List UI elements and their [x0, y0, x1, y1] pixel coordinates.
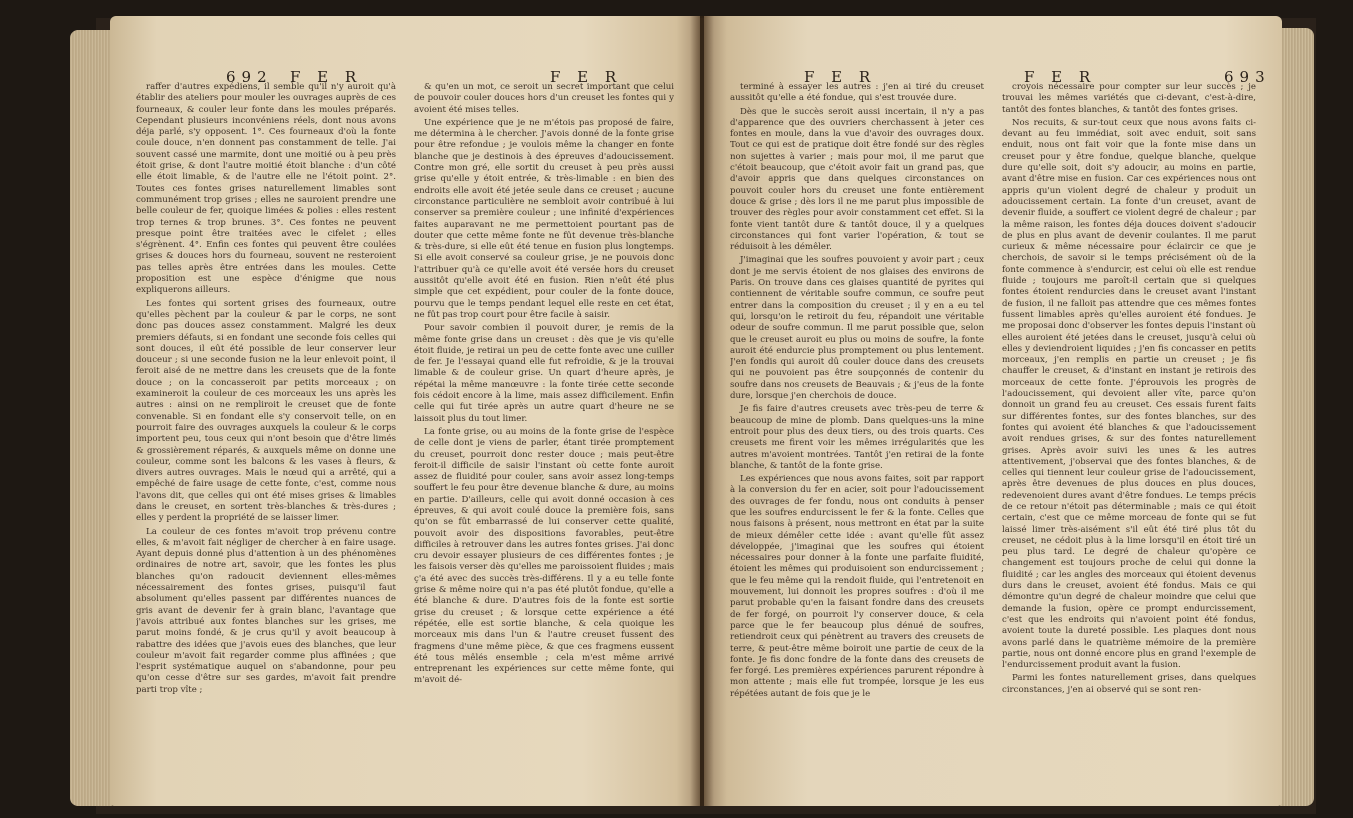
paragraph: Une expérience que je ne m'étois pas proposé de faire, me détermina à le chercher. J'avois donné de la fonte grise pour être refondue ; je voulois même la changer en fonte blanche que je destinois à des épreuves d'adoucissement. Contre mon gré, elle sortit du creuset à peu près aussi grise qu'elle y étoit entrée, & très-limable : en bien des endroits elle avoit été jetée seule dans ce creuset ; aucune circonstance particulière ne sembloit avoir contribué à lui conserver sa première couleur ; une infinité d'expériences faites auparavant ne me permettoient pourtant pas de douter que cette même fonte ne fût devenue très-blanche & très-dure, si elle eût été tenue en fusion plus longtemps. Si elle avoit conservé sa couleur grise, je ne pouvois donc l'attribuer qu'à ce qu'elle avoit été versée hors du creuset aussitôt qu'elle avoit été en fusion. Rien n'eût été plus simple que cet expédient, pour couler de la fonte douce, pourvu que le temps pendant lequel elle reste en cet état, ne fût pas trop court pour être facile à saisir. [414, 117, 674, 320]
right-page-column-2 [1002, 82, 1256, 796]
left-page-column-2 [414, 82, 674, 796]
paragraph: La couleur de ces fontes m'avoit trop prévenu contre elles, & m'avoit fait négliger de chercher à en faire usage. Ayant depuis donné plus d'attention à un des phénomènes ordinaires de notre art, savoir, que les fontes les plus blanches qu'on radoucit deviennent elles-mêmes nécessairement des fontes grises, puisqu'il faut absolument qu'elles passent par différentes nuances de gris avant de devenir fer à grain blanc, l'avantage que j'avois attribué aux fontes blanches sur les grises, me parut moins fondé, & je crus qu'il y avoit beaucoup à rabattre des idées que j'avois eues des blanches, que leur couleur m'avoit fait regarder comme plus affinées ; que l'esprit systématique auquel on s'abandonne, pour peu qu'on cesse d'être sur ses gardes, m'avoit fait prendre parti trop vîte ; [136, 526, 396, 695]
left-page-columns [136, 68, 674, 796]
paragraph: Les expériences que nous avons faites, soit par rapport à la conversion du fer en acier, soit pour l'adoucissement des ouvrages de fer fondu, nous ont conduits à penser que les soufres endurcissent le fer & la fonte. Celles que nous faisons à présent, nous mettront en état par la suite de mieux démêler cette idée : avant qu'elle fût assez développée, j'imaginai que les soufres qui étoient nécessaires pour donner à la fonte une parfaite fluidité, étoient les mêmes qui produisoient son endurcissement ; que le feu même qui la rendoit fluide, qui l'entretenoit en mouvement, lui donnoit les propres soufres : d'où il me parut probable qu'en la faisant fondre dans des creusets de fer forgé, on pourroit l'y conserver douce, & cela parce que le fer beaucoup plus dénué de soufres, retiendroit ceux qui pénètrent au travers des creusets de terre, & peut-être même boiroit une partie de ceux de la fonte. Je fis donc fondre de la fonte dans des creusets de fer forgé. Les premières expériences parurent répondre à mon attente ; mais elle fut trompée, lorsque je les eus répétées autant de fois que je le [730, 474, 984, 699]
left-page-head-right: F E R [550, 68, 623, 86]
paragraph: Les fontes qui sortent grises des fourneaux, outre qu'elles pèchent par la couleur & par le corps, ne sont donc pas douces assez constamment. Malgré les deux premiers défauts, si en fondant une seconde fois celles qui sont douces, il eût été possible de leur conserver leur douceur ; si une seconde fusion ne la leur enlevoit point, il feroit aisé de ne mettre dans les creusets que de la fonte douce ; on la concasseroit par petits morceaux ; on examineroit la couleur de ces morceaux les uns après les autres : ainsi on ne rempliroit le creuset que de fonte convenable. Si en fondant elle s'y conservoit telle, on en pourroit faire des ouvrages auxquels la couleur & le corps importent peu, tous ceux qui n'ont besoin que d'être limés & grossièrement réparés, & auxquels même on donne une couleur, comme sont les balcons & les vases à fleurs, & divers autres ouvrages. Mais le nœud qui a arrêté, qui a empêché de faire usage de cette fonte, c'est, comme nous l'avons dit, que celles qui ont été mises grises & limables dans le creuset, en sortent très-blanches & très-dures ; elles y perdent la propriété de se laisser limer. [136, 298, 396, 524]
paragraph: croyois nécessaire pour compter sur leur succès ; je trouvai les mêmes variétés que ci-devant, c'est-à-dire, tantôt des fontes blanches, & tantôt des fontes grises. [1002, 82, 1256, 115]
paragraph: La fonte grise, ou au moins de la fonte grise de l'espèce de celle dont je viens de parler, étant tirée promptement du creuset, pourroit donc rester douce ; mais peut-être feroit-il difficile de saisir l'instant où cette fonte auroit assez de fluidité pour couler, sans avoir assez long-temps souffert le feu pour être devenue blanche & dure, au moins en partie. D'ailleurs, celle qui avoit donné occasion à ces épreuves, & qui avoit coulé douce la première fois, sans qu'on se fût embarrassé de lui conserver cette qualité, pouvoit avoir des dispositions favorables, peut-être difficiles à retrouver dans les autres fontes grises. J'ai donc cru devoir essayer plusieurs de ces différentes fontes ; je les faisois verser dès qu'elles me paroissoient fluides ; mais ç'a été avec des succès très-différens. Il y a eu telle fonte grise & même noire qui n'a pas été plutôt fondue, qu'elle a été blanche & dure. D'autres fois de la fonte est sortie grise du creuset ; & lorsque cette expérience a été répétée, elle est sortie blanche, & cela quoique les morceaux mis dans l'un & l'autre creuset fussent des fragmens d'une même pièce, & que ces fragmens eussent été tous mêlés ensemble ; cela m'est même arrivé entreprenant les expériences sur cette même fonte, qui m'avoit dé- [414, 426, 674, 686]
right-page-number: 693 [1224, 68, 1271, 86]
left-page-edges [70, 30, 112, 806]
left-page-head-left: F E R [290, 68, 363, 86]
paragraph: Dès que le succès seroit aussi incertain, il n'y a pas d'apparence que des ouvriers cherchassent à jeter ces fontes en moule, dans la vue d'avoir des ouvrages doux. Tout ce qui est de pratique doit être fondé sur des règles non sujettes à varier ; mais pour moi, il me parut que c'étoit beaucoup, que c'étoit avoir fait un grand pas, que d'avoir appris que dans quelques circonstances on pouvoit couler hors du creuset une fonte entièrement douce & grise ; dès lors il ne me parut plus impossible de trouver des règles pour avoir constamment cet effet. Si la fonte vient tantôt dure & tantôt douce, il y a quelques circonstances qui font varier l'opération, & tout se réduisoit à les démêler. [730, 106, 984, 253]
paragraph: J'imaginai que les soufres pouvoient y avoir part ; ceux dont je me servis étoient de nos glaises des environs de Paris. On trouve dans ces glaises quantité de pyrites qui contiennent de véritable soufre commun, ce soufre peut entrer dans la composition du creuset ; il y en a eu tel qui, lorsqu'on le retiroit du feu, répandoit une véritable odeur de soufre commun. Il me parut possible que, selon que le creuset auroit eu plus ou moins de soufre, la fonte auroit été endurcie plus promptement ou plus lentement. J'en fondis qui auroit dû couler douce dans des creusets qui ne pouvoient pas être soupçonnés de contenir du soufre dans nos creusets de Beauvais ; & j'eus de la fonte dure, lorsque j'en cherchois de douce. [730, 255, 984, 402]
right-page-edges [1280, 28, 1314, 806]
right-page-head-right: F E R [1024, 68, 1097, 86]
paragraph: terminé à essayer les autres : j'en ai tiré du creuset aussitôt qu'elle a été fondue, qui s'est trouvée dure. [730, 82, 984, 104]
right-page-head-left: F E R [804, 68, 877, 86]
right-page-columns [730, 68, 1256, 796]
paragraph: Nos recuits, & sur-tout ceux que nous avons faits ci-devant au feu immédiat, soit avec enduit, soit sans enduit, nous ont fait voir que la fonte mise dans un creuset pour y être fondue, quelque blanche, quelque dure qu'elle soit, doit s'y adoucir, au moins en partie, avant d'être mise en fusion. Car ces expériences nous ont appris qu'un violent degré de chaleur y produit un adoucissement certain. La fonte d'un creuset, avant de devenir fluide, a souffert ce violent degré de chaleur ; par la même raison, les fontes déja douces doivent s'adoucir de plus en plus avant de devenir coulantes. Il me parut curieux & même nécessaire pour éclaircir ce que je cherchois, de savoir si le temps précisément où de la fonte commence à s'endurcir, est celui où elle est rendue fluide ; toujours me paroît-il certain que si quelques fontes étoient rendurcies dans le creuset avant l'instant de fusion, il ne falloit pas attendre que ces mêmes fontes fussent limables après qu'elles auroient été fondues. Je me proposai donc d'observer les fontes depuis l'instant où elles auroient été jetées dans le creuset, jusqu'à celui où elles y deviendroient liquides ; j'en fis concasser en petits morceaux, j'en remplis en partie un creuset ; je fis chauffer le creuset, & d'instant en instant je retirois des morceaux de cette fonte. J'éprouvois les progrès de l'adoucissement, qui devoient aller vîte, parce qu'on donnoit un grand feu au creuset. Ces essais furent faits sur différentes fontes, sur des fontes blanches, sur des fontes qui avoient été blanches & que l'adoucissement avoit rendues grises, & sur des fontes naturellement grises. Après avoir suivi les unes & les autres attentivement, j'observai que des fontes blanches, & de celles qui tiennent leur couleur grise de l'adoucissement, après être devenues de plus douces en plus douces, redevenoient dures avant d'être fondues. Le temps précis de ce retour n'étoit pas déterminable ; mais ce qui étoit certain, c'est que ce même morceau de fonte qui se fut laissé limer très-aisément s'il eût été tiré plus tôt du creuset, ne cédoit plus à la lime lorsqu'il en étoit tiré un peu plus tard. Le degré de chaleur qu'opère ce changement est toujours proche de celui qui donne la fluidité ; car les angles des morceaux qui étoient devenus durs dans le creuset, avoient été fondus. Mais ce qui démontre qu'un degré de chaleur moindre que celui que demande la fusion, opère ce prompt endurcissement, c'est que les endroits qui n'avoient point été fondus, avoient toute la dureté possible. Les plaques dont nous avons parlé dans le quatrième mémoire de la première partie, nous ont donné encore plus en grand l'exemple de l'endurcissement produit avant la fusion. [1002, 117, 1256, 671]
left-page-column-1 [136, 82, 396, 796]
paragraph: Pour savoir combien il pouvoit durer, je remis de la même fonte grise dans un creuset : dès que je vis qu'elle étoit fluide, je retirai un peu de cette fonte avec une cuiller de fer. Je l'essayai quand elle fut refroidie, & je la trouvai limable & de couleur grise. Un quart d'heure après, je répétai la même manœuvre : la fonte tirée cette seconde fois cédoit encore à la lime, mais assez difficilement. Enfin celle qui fut tirée après un autre quart d'heure ne se laissoit plus du tout limer. [414, 323, 674, 424]
paragraph: Je fis faire d'autres creusets avec très-peu de terre & beaucoup de mine de plomb. Dans quelques-uns la mine entroit pour plus des deux tiers, ou des trois quarts. Ces creusets me firent voir les mêmes irrégularités que les autres m'avoient montrées. Tantôt j'en retirai de la fonte blanche, & tantôt de la fonte grise. [730, 404, 984, 471]
paragraph: & qu'en un mot, ce seroit un secret important que celui de pouvoir couler douces hors d'un creuset les fontes qui y avoient été mises telles. [414, 82, 674, 115]
left-page-number: 692 [226, 68, 273, 86]
right-page [704, 16, 1282, 806]
paragraph: raffer d'autres expédiens, il semble qu'il n'y auroit qu'à établir des ateliers pour mouler les ouvrages auprès de ces fourneaux, & couler leur fonte dans les moules préparés. Cependant plusieurs inconvéniens réels, dont nous avons déja parlé, s'y opposent. 1°. Ces fourneaux d'où la fonte coule douce, n'en donnent pas constamment de telle. J'ai souvent cassé une marmite, dont une moitié ou à peu près étoit grise, & dont l'autre moitié étoit blanche : d'un côté elle étoit limable, & de l'autre elle ne l'étoit point. 2°. Toutes ces fontes grises naturellement limables sont communément trop grises ; elles ne sauroient prendre une belle couleur de fer, quoique limées & polies : elles restent trop ternes & trop brunes. 3°. Ces fontes ne peuvent presque point être traitées avec le cifelet ; elles s'égrènent. 4°. Enfin ces fontes qui peuvent être coulées grises & douces hors du fourneau, souvent ne resteroient pas telles après être entrées dans les moules. Cette proposition est une espèce d'énigme que nous expliquerons ailleurs. [136, 82, 396, 296]
left-page [110, 16, 700, 806]
book-gutter [690, 16, 714, 806]
paragraph: Parmi les fontes naturellement grises, dans quelques circonstances, j'en ai observé qui se sont ren- [1002, 673, 1256, 695]
right-page-column-1 [730, 82, 984, 796]
